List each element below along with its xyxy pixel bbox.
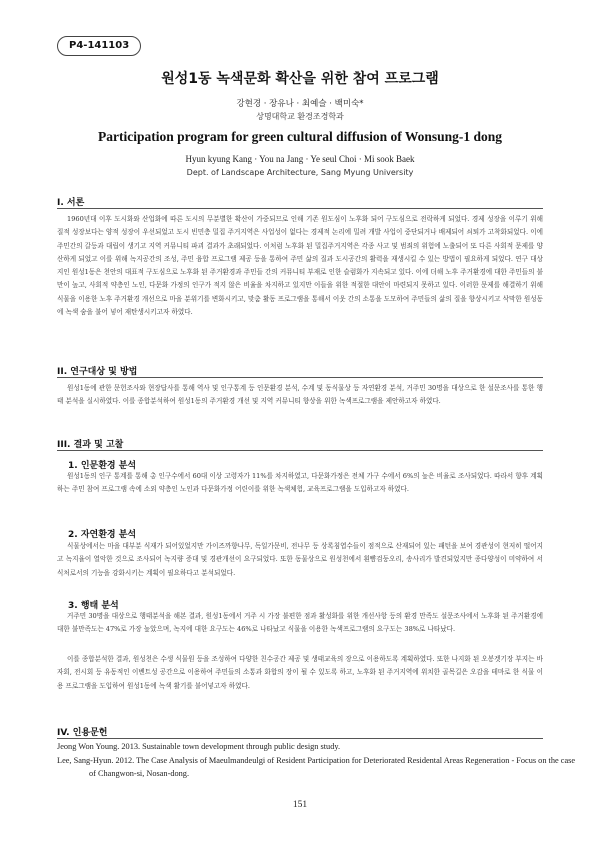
humanities-paragraph: 원성1동의 인구 통계를 통해 총 인구수에서 60대 이상 고령자가 11%를 차지하였고, 다문화가정은 전체 가구 수에서 6%의 높은 비율로 조사되었다. 따라서 향후 계획하는 주민 참여 프로그램 속에 소외 약층인 노인과 다문화가정 어린이를 위한 녹색체험, 교육프로그램을 도입하고자 하였다. [57, 472, 543, 494]
page-number: 151 [292, 800, 308, 810]
subsection-heading-nature: 2. 자연환경 분석 [68, 530, 137, 540]
intro-paragraph: 1960년대 이후 도시화와 산업화에 따른 도시의 무분별한 확산이 가중되므로 인해 기존 원도심이 노후화 되어 구도심으로 전락하게 되었다. 경제 성장을 이루기 위해 질적 성장보다는 양적 성장이 우선되었고 도시 빈민층 밀집 주거지역은 사업성이 없다는 경제적 논리에 밀려 개발 사업이 중단되거나 배제되어 쇠퇴가 고착화되었다. 이에 주민간의 갈등과 대립이 생기고 지역 커뮤니티 파괴 결과가 초래되었다. 이처럼 노후화 된 밀집주거지역은 각종 사고 및 범죄의 위험에 노출되어 또 다른 사회적 문제를 양산하게 되었고 이를 위해 녹지공간의 조성, 주민 융합 프로그램 제공 등을 통하여 주민 삶의 질과 도시공간의 활력을 재생시킬 수 있는 방법이 필요하게 되었다. 연구 대상지인 원성1동은 천안의 대표적 구도심으로 노후화 된 주거환경과 주민들 간의 커뮤니티 부재로 인한 슬럼화가 지속되고 있다. 이에 더해 노후 주거환경에 대한 주민들의 불만이 높고, 사회적 약층인 노인, 다문화 가정의 인구가 적지 않은 비율을 차지하고 있지만 이들을 위한 적절한 대안이 마련되지 못하고 있다. 이러한 문제를 해결하기 위해 식물을 이용한 노후 주거환경 개선으로 마을 분위기를 변화시키고, 맞춤 활동 프로그램을 통해서 이웃 간의 소통을 도모하여 주민들의 삶의 질을 향상시키고 삭막한 원성동에 녹색 숨을 불어 넣어 재탄생시키고자 하였다. [57, 215, 543, 317]
reference-item: Jeong Won Young. 2013. Sustainable town development through public design study. [57, 742, 341, 751]
section-heading-results: III. 결과 및 고찰 [57, 440, 124, 450]
section-divider [57, 377, 543, 378]
section-divider [57, 450, 543, 451]
method-paragraph: 원성1동에 관한 문헌조사와 현장답사를 통해 역사 및 인구통계 등 인문환경 분석, 수계 및 동식물상 등 자연환경 분석, 거주민 30명을 대상으로 한 설문조사를 통한 행태 분석을 실시하였다. 이를 종합분석하여 원성1동의 주거환경 개선 및 지역 커뮤니티 향상을 위한 녹색프로그램을 제안하고자 하였다. [57, 384, 543, 406]
section-heading-intro: I. 서론 [57, 198, 85, 208]
title-english: Participation program for green cultural diffusion of Wonsung-1 dong [97, 129, 503, 144]
poster-id-badge: P4-141103 [57, 36, 141, 56]
behavior-paragraph: 거주민 30명을 대상으로 행태분석을 해본 결과, 원성1동에서 거주 시 가장 불편한 점과 활성화를 위한 개선사항 등의 환경 만족도 설문조사에서 노후화 된 주거환경에 대한 불만족도는 47%로 가장 높았으며, 녹지에 대한 요구도는 46%로 나타났고 식물을 이용한 녹색프로그램의 요구도는 38%로 나타났다. [57, 612, 543, 634]
section-divider [57, 738, 543, 739]
synthesis-paragraph: 이를 종합분석한 결과, 원성천은 수생 식물원 등을 조성하여 다양한 친수공간 제공 및 생태교육의 장으로 이용하도록 계획하였다. 또한 나지화 된 오봉겟기장 부지는 바자회, 전시회 등 유동적인 이벤트성 공간으로 이용하여 주민들의 소통과 화합의 장이 될 수 있도록 하고, 노후화 된 주거지역에 위치한 골목길은 오감을 테마로 한 식물 이용 프로그램을 도입하여 원성1동에 녹색 활기를 불어넣고자 하였다. [57, 655, 543, 690]
authors-korean: 강현경 · 장유나 · 최예슬 · 백미숙* [236, 99, 364, 109]
nature-paragraph: 식물상에서는 마을 대부분 식재가 되어있었지만 가이즈까향나무, 독일가문비, 전나무 등 상록침엽수들이 점적으로 산재되어 있는 패턴을 보여 경관성이 현저히 떨어지고 녹지율이 열악한 것으로 조사되어 녹지량 증대 및 경관개선이 요구되었다. 또한 동물상으로 원성천에서 흰뺨검둥오리, 송사리가 발견되었지만 종다양성이 미약하여 서식처로서의 기능을 강화시키는 계획이 필요하다고 분석되었다. [57, 542, 543, 577]
reference-item: Lee, Sang-Hyun. 2012. The Case Analysis of Maeulmandeulgi of Resident Participation for Deteriorated Residental Areas Regeneration - Focus on the case of Changwon-si, Nosan-dong. [57, 756, 576, 778]
section-heading-method: II. 연구대상 및 방법 [57, 367, 138, 377]
title-korean: 원성1동 녹색문화 확산을 위한 참여 프로그램 [161, 71, 439, 87]
affiliation-korean: 상명대학교 환경조경학과 [256, 112, 344, 121]
affiliation-english: Dept. of Landscape Architecture, Sang Myung University [186, 168, 414, 177]
subsection-heading-behavior: 3. 행태 분석 [68, 601, 119, 611]
section-divider [57, 208, 543, 209]
authors-english: Hyun kyung Kang · You na Jang · Ye seul Choi · Mi sook Baek [185, 154, 415, 164]
subsection-heading-humanities: 1. 인문환경 분석 [68, 461, 137, 471]
section-heading-references: IV. 인용문헌 [57, 728, 108, 738]
